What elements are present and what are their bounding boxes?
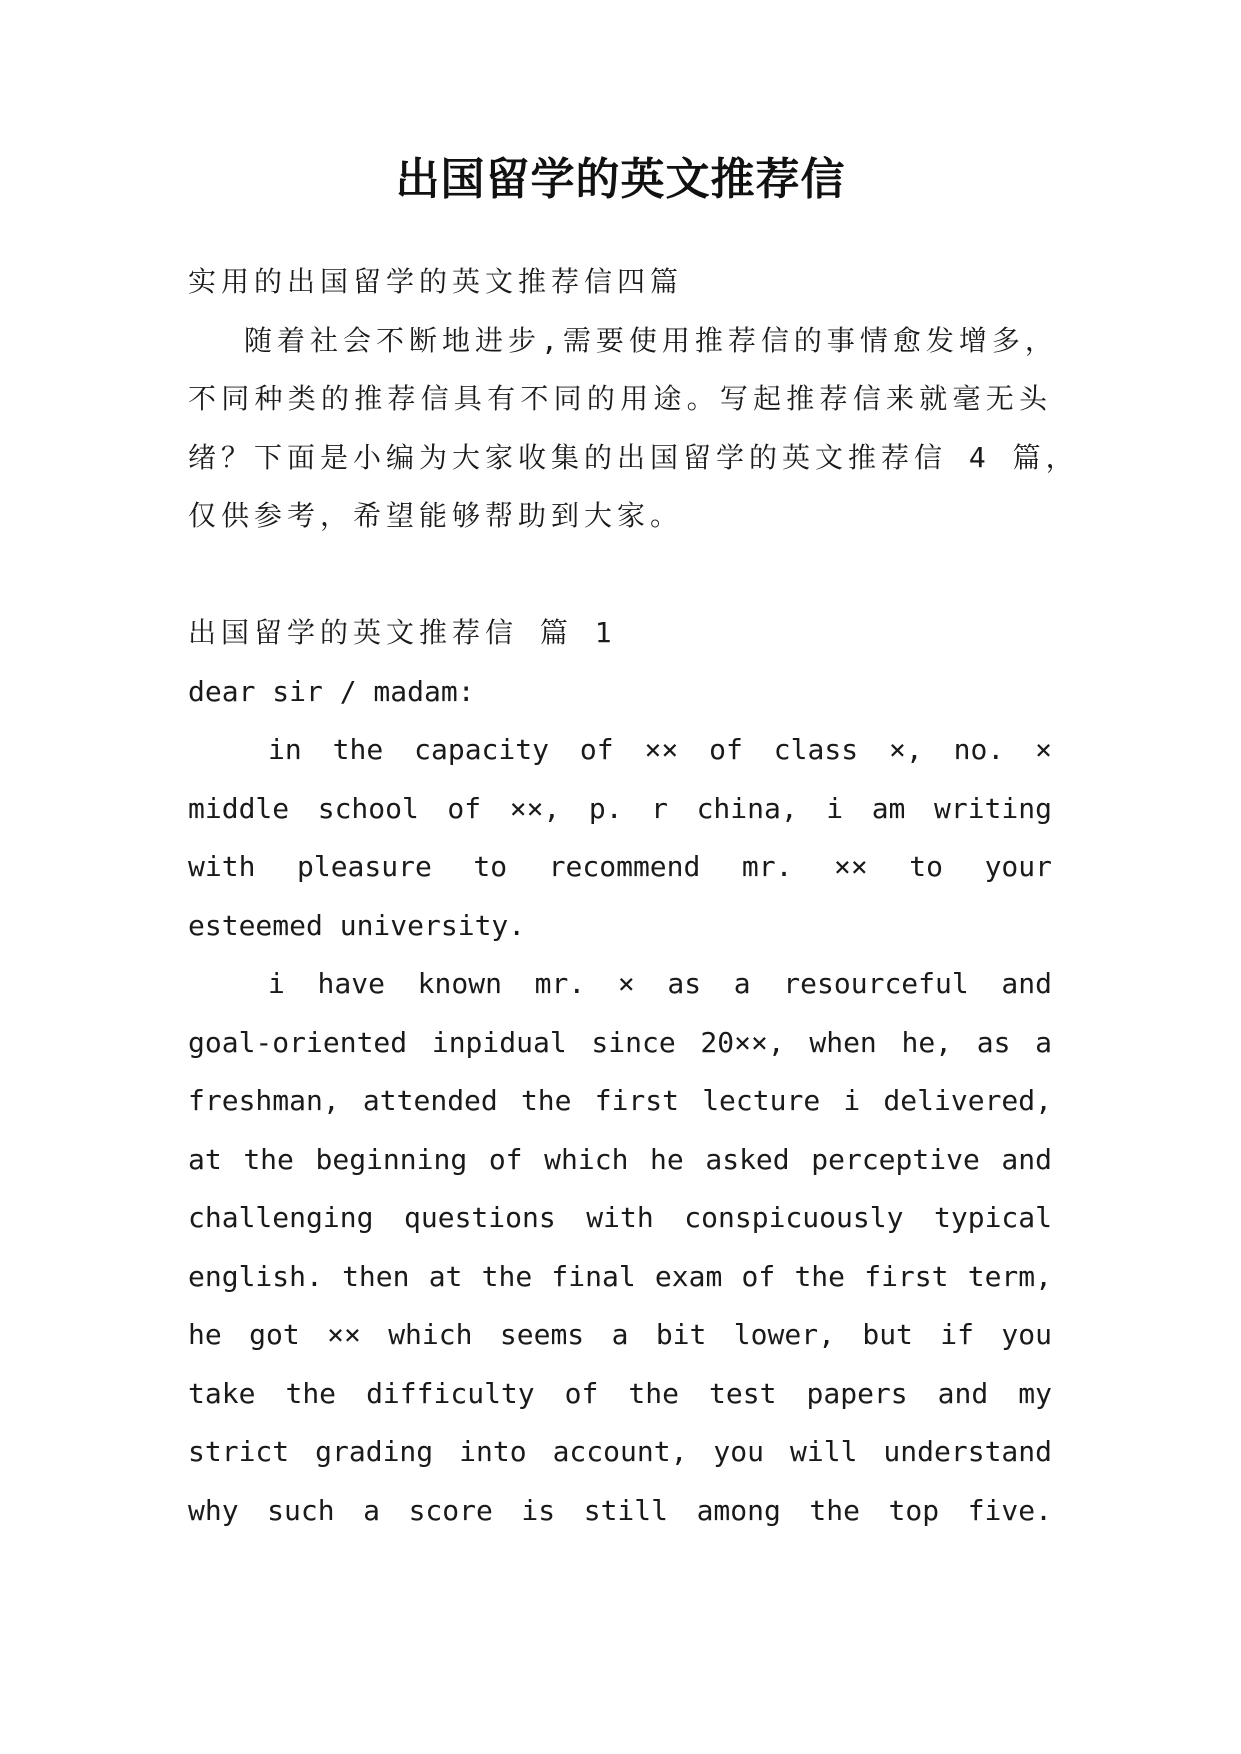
- paragraph-line: strict grading into account, you will understand: [188, 1435, 1052, 1468]
- section-heading: 出国留学的英文推荐信 篇 1: [188, 616, 617, 649]
- document-subtitle: 实用的出国留学的英文推荐信四篇: [188, 265, 684, 298]
- paragraph-line: freshman, attended the first lecture i delivered,: [188, 1084, 1052, 1117]
- paragraph-line: esteemed university.: [188, 908, 526, 942]
- paragraph-line: in the capacity of ×× of class ×, no. ×: [268, 733, 1052, 766]
- intro-paragraph: [188, 312, 1079, 546]
- paragraph-line: why such a score is still among the top five.: [188, 1493, 1052, 1527]
- paragraph-line: with pleasure to recommend mr. ×× to your: [188, 850, 1052, 883]
- paragraph-line: 绪？下面是小编为大家收集的出国留学的英文推荐信 4 篇，: [188, 440, 1079, 474]
- paragraph-line: i have known mr. × as a resourceful and: [268, 967, 1052, 1000]
- paragraph-line: 仅供参考，希望能够帮助到大家。: [188, 499, 684, 532]
- paragraph-line: he got ×× which seems a bit lower, but if you: [188, 1318, 1052, 1351]
- paragraph-line: goal-oriented inpidual since 20××, when he, as a: [188, 1025, 1052, 1059]
- paragraph-line: take the difficulty of the test papers and my: [188, 1376, 1052, 1410]
- paragraph-line: middle school of ××, p. r china, i am writing: [188, 791, 1052, 825]
- paragraph-line: 随着社会不断地进步,需要使用推荐信的事情愈发增多，: [244, 323, 1058, 357]
- letter-paragraph-1: [188, 721, 1052, 955]
- salutation: dear sir / madam:: [188, 674, 475, 708]
- paragraph-line: challenging questions with conspicuously typical: [188, 1201, 1052, 1234]
- paragraph-line: english. then at the final exam of the first term,: [188, 1259, 1052, 1293]
- paragraph-line: at the beginning of which he asked perceptive and: [188, 1142, 1052, 1176]
- document-title: 出国留学的英文推荐信: [395, 154, 846, 205]
- letter-paragraph-2: [188, 955, 1052, 1540]
- document-body: [188, 253, 1079, 1540]
- spacer: [188, 546, 1052, 605]
- paragraph-line: 不同种类的推荐信具有不同的用途。写起推荐信来就毫无头: [188, 382, 1052, 415]
